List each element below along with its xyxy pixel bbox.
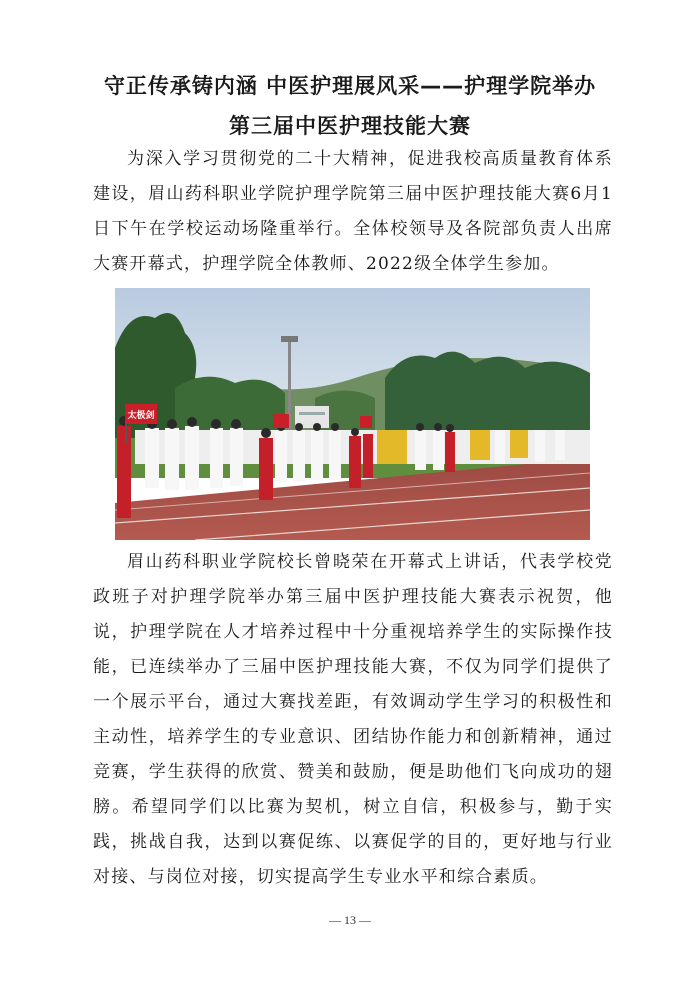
page-number: — 13 — bbox=[329, 913, 371, 927]
photo-trees-right bbox=[385, 352, 590, 438]
paragraph-speech: 眉山药科职业学院校长曾晓荣在开幕式上讲话，代表学校党政班子对护理学院举办第三届中医护理技能大赛表示祝贺，他说，护理学院在人才培养过程中十分重视培养学生的实际操作技能，已连续举办了三届中医护理技能大赛，不仅为同学们提供了一个展示平台，通过大赛找差距，有效调动学生学习的积极性和主动性，培养学生的专业意识、团结协作能力和创新精神，通过竞赛，学生获得的欣赏、赞美和鼓励，便是助他们飞向成功的翅膀。希望同学们以比赛为契机，树立自信，积极参与，勤于实践，挑战自我，达到以赛促练、以赛促学的目的，更好地与行业对接、与岗位对接，切实提高学生专业水平和综合素质。 bbox=[93, 552, 613, 887]
paragraph-intro: 为深入学习贯彻党的二十大精神，促进我校高质量教育体系建设，眉山药科职业学院护理学院第三届中医护理技能大赛6月1日下午在学校运动场隆重举行。全体校领导及各院部负责人出席大赛开幕式，护理学院全体教师、2022级全体学生参加。 bbox=[93, 149, 613, 274]
photo-placard-text: 太极剑 bbox=[127, 411, 155, 421]
article-title-line1: 守正传承铸内涵 中医护理展风采——护理学院举办 bbox=[103, 74, 597, 98]
event-photo bbox=[115, 288, 590, 540]
article-title-line2: 第三届中医护理技能大赛 bbox=[229, 114, 471, 138]
